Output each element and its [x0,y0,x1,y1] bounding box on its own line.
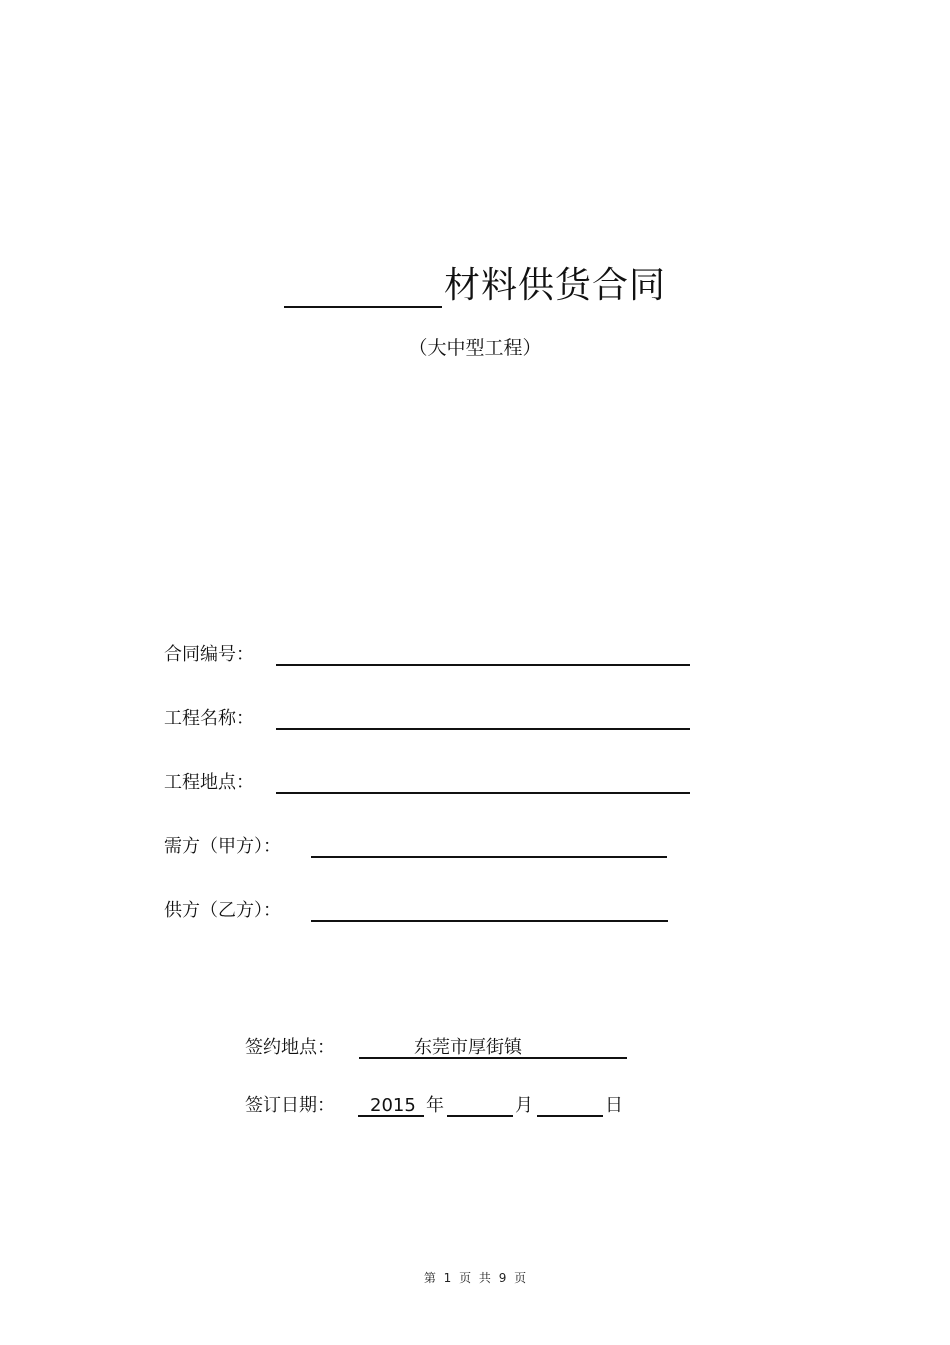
document-title: 材料供货合同 [443,265,666,306]
supplier-label: 供方（乙方）： [164,900,281,921]
page-number-footer: 第 1 页 共 9 页 [423,1271,527,1285]
signing-date-label: 签订日期： [245,1095,335,1116]
buyer-label: 需方（甲方）： [164,836,281,857]
month-unit: 月 [515,1095,533,1116]
signing-place-label: 签约地点： [245,1037,335,1058]
contract-number-label: 合同编号： [164,644,254,665]
project-name-line [276,728,690,730]
title-row [0,264,950,308]
day-line [537,1115,603,1117]
day-unit: 日 [605,1095,623,1116]
buyer-line [311,856,667,858]
supplier-line [311,920,668,922]
project-name-label: 工程名称： [164,708,254,729]
signing-place-value: 东莞市厚街镇 [414,1037,522,1058]
title-blank-line [284,268,442,308]
month-line [447,1115,513,1117]
contract-number-line [276,664,690,666]
project-location-line [276,792,690,794]
document-subtitle: （大中型工程） [408,337,542,359]
project-location-label: 工程地点： [164,772,254,793]
signing-year: 2015 [370,1095,416,1116]
year-unit: 年 [426,1095,444,1116]
